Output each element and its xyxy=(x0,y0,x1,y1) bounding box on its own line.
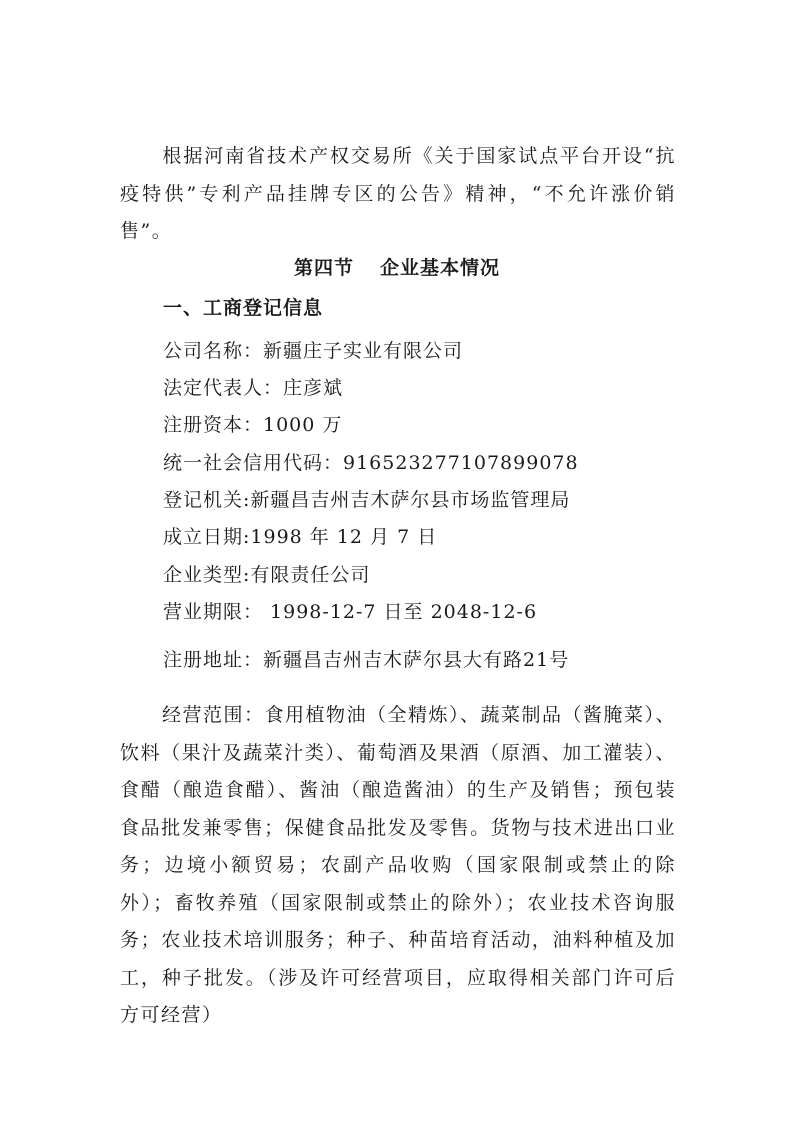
section-title: 企业基本情况 xyxy=(380,257,501,279)
section-number: 第四节 xyxy=(293,257,354,279)
business-scope-paragraph xyxy=(120,697,676,1035)
business-term-line: 营业期限： 1998-12-7 日至 2048-12-6 xyxy=(163,601,538,623)
established-date-line: 成立日期:1998 年 12 月 7 日 xyxy=(163,526,438,548)
capital-line: 注册资本：1000 万 xyxy=(163,414,343,436)
business-scope-text: 经营范围：食用植物油（全精炼）、蔬菜制品（酱腌菜）、饮料（果汁及蔬菜汁类）、葡萄酒及果酒（原酒、加工灌装）、食醋（酿造食醋）、酱油（酿造酱油）的生产及销售；预包装食品批发兼零售；保健食品批发及零售。货物与技术进出口业务；边境小额贸易；农副产品收购（国家限制或禁止的除外）；畜牧养殖（国家限制或禁止的除外）；农业技术咨询服务；农业技术培训服务；种子、种苗培育活动，油料种植及加工，种子批发。（涉及许可经营项目，应取得相关部门许可后方可经营） xyxy=(120,704,677,1026)
legal-rep-line: 法定代表人：庄彦斌 xyxy=(163,377,344,399)
registration-authority-line: 登记机关:新疆昌吉州吉木萨尔县市场监管理局 xyxy=(163,489,571,511)
intro-text: 根据河南省技术产权交易所《关于国家试点平台开设“抗疫特供”专利产品挂牌专区的公告》精神，“不允许涨价销售”。 xyxy=(120,145,676,242)
credit-code-line: 统一社会信用代码：916523277107899078 xyxy=(163,452,579,474)
section-heading xyxy=(0,254,794,282)
subsection-heading: 一、工商登记信息 xyxy=(163,297,324,319)
company-type-line: 企业类型:有限责任公司 xyxy=(163,564,371,586)
intro-paragraph xyxy=(120,138,676,251)
company-name-line: 公司名称：新疆庄子实业有限公司 xyxy=(163,340,464,362)
address-line: 注册地址：新疆昌吉州吉木萨尔县大有路21号 xyxy=(163,649,570,671)
